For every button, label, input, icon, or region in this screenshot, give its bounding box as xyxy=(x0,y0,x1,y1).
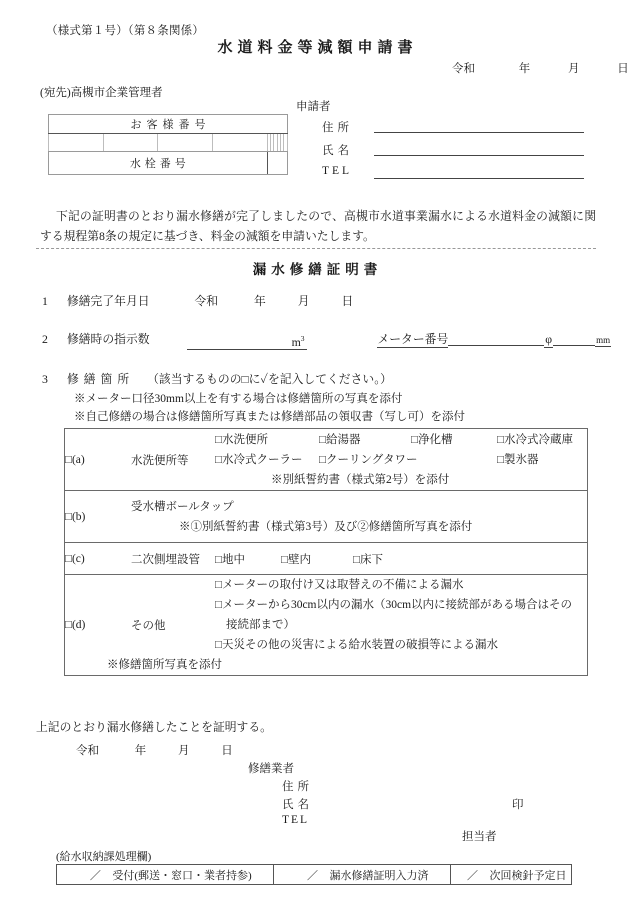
applicant-tel-input[interactable] xyxy=(374,178,584,179)
office-use-label: (給水収納課処理欄) xyxy=(56,851,152,863)
item2-number: 2 xyxy=(42,332,48,346)
item-meter-reading xyxy=(42,330,611,350)
item2-meter-input[interactable] xyxy=(448,330,544,346)
item3-instruction: （該当するものの□に✓を記入してください。） xyxy=(147,372,392,386)
tap-number-row xyxy=(49,152,288,175)
item-repair-location xyxy=(42,370,392,387)
addressee: (宛先)高槻市企業管理者 xyxy=(40,87,163,99)
item3-note-2: ※自己修繕の場合は修繕箇所写真または修繕部品の領収書（写し可）を添付 xyxy=(74,411,465,423)
body-paragraph-text: 下記の証明書のとおり漏水修繕が完了しましたので、高槻市水道事業漏水による水道料金の減額に関する規程第8条の規定に基づき、料金の減額を申請いたします。 xyxy=(40,209,596,243)
certification-date xyxy=(76,742,233,758)
item3-label: 修繕箇所 xyxy=(66,372,135,386)
option-ice-maker[interactable]: □製氷器 xyxy=(497,453,539,466)
cert-date-era: 令和 xyxy=(76,745,99,757)
repair-location-table xyxy=(64,428,588,676)
applicant-name-label: 氏名 xyxy=(322,145,353,157)
digit-cell-10[interactable] xyxy=(284,134,288,152)
row-d-options xyxy=(107,575,588,676)
office-entry-slash: ／ xyxy=(307,869,318,882)
item2-meter-label: メーター番号 xyxy=(377,332,449,346)
row-c-checkbox[interactable]: □(c) xyxy=(65,543,132,575)
option-in-wall[interactable]: □壁内 xyxy=(281,553,311,566)
item3-note-1: ※メーター口径30mm以上を有する場合は修繕箇所の写真を添付 xyxy=(74,393,403,405)
customer-number-header: お客様番号 xyxy=(49,115,288,134)
item2-reading-input[interactable] xyxy=(187,334,307,350)
office-entry-text: 漏水修繕証明入力済 xyxy=(329,869,429,882)
item1-label: 修繕完了年月日 xyxy=(66,294,150,308)
table-row-a xyxy=(65,429,588,491)
contractor-tel-label: TEL xyxy=(282,814,310,826)
date-era: 令和 xyxy=(452,63,475,75)
office-reception-slash: ／ xyxy=(89,869,101,882)
office-next-reading-slash: ／ xyxy=(467,869,478,882)
row-b-content xyxy=(131,491,588,543)
contractor-name-label: 氏名 xyxy=(282,799,313,811)
tap-number-label: 水栓番号 xyxy=(49,152,268,175)
item2-size-input[interactable] xyxy=(553,330,595,346)
certification-statement: 上記のとおり漏水修繕したことを証明する。 xyxy=(36,720,272,734)
date-day: 日 xyxy=(617,63,629,75)
digit-cell-2[interactable] xyxy=(103,134,158,152)
row-b-name: 受水槽ボールタップ xyxy=(131,500,234,513)
tap-number-input[interactable] xyxy=(267,152,287,175)
option-leak-within-30cm[interactable]: □メーターから30cm以内の漏水（30cm以内に接続部がある場合はその xyxy=(215,599,573,611)
option-cooling-tower[interactable]: □クーリングタワー xyxy=(319,453,418,466)
office-use-row xyxy=(57,865,572,885)
table-row-b xyxy=(65,491,588,543)
row-a-name: 水洗便所等 xyxy=(131,429,215,491)
phi-symbol: φ xyxy=(545,332,553,346)
applicant-tel-label: TEL xyxy=(322,165,353,177)
office-reception-text: 受付(郵送・窓口・業者持参) xyxy=(112,869,252,882)
customer-number-header-row xyxy=(49,115,288,134)
item3-number: 3 xyxy=(42,372,48,386)
applicant-address-label: 住所 xyxy=(322,122,353,134)
digit-cell-4[interactable] xyxy=(212,134,267,152)
section-divider xyxy=(36,248,596,249)
item1-era: 令和 xyxy=(194,294,219,308)
row-b-note: ※①別紙誓約書（様式第3号）及び②修繕箇所写真を添付 xyxy=(179,520,473,533)
contractor-title: 修繕業者 xyxy=(248,763,294,775)
item1-number: 1 xyxy=(42,294,48,308)
row-c-options xyxy=(215,543,588,575)
row-a-options xyxy=(215,429,588,491)
date-month: 月 xyxy=(568,63,580,75)
cert-date-day: 日 xyxy=(221,745,233,757)
option-septic-tank[interactable]: □浄化槽 xyxy=(411,433,453,446)
form-number: （様式第１号）（第８条関係） xyxy=(46,25,205,37)
section-title: 漏水修繕証明書 xyxy=(252,262,383,277)
office-reception-cell[interactable] xyxy=(57,865,274,885)
row-d-note: ※修繕箇所写真を添付 xyxy=(107,659,222,671)
digit-cell-3[interactable] xyxy=(158,134,213,152)
option-under-floor[interactable]: □床下 xyxy=(353,553,383,566)
option-leak-within-30cm-cont: 接続部まで） xyxy=(226,619,295,631)
row-d-name: その他 xyxy=(131,620,166,632)
row-c-name: 二次側埋設管 xyxy=(131,543,215,575)
item2-unit: m xyxy=(291,335,301,349)
digit-cell-1[interactable] xyxy=(49,134,104,152)
contractor-address-label: 住所 xyxy=(282,781,313,793)
applicant-tel-row xyxy=(296,165,353,188)
item2-label: 修繕時の指示数 xyxy=(66,332,150,346)
office-next-reading-cell[interactable] xyxy=(451,865,572,885)
customer-number-digit-row xyxy=(49,134,288,152)
date-year: 年 xyxy=(518,63,531,75)
option-toilet[interactable]: □水洗便所 xyxy=(215,433,268,446)
office-entry-cell[interactable] xyxy=(274,865,451,885)
item-repair-completion-date xyxy=(42,292,353,309)
item1-date xyxy=(195,294,354,308)
option-water-cooled-fridge[interactable]: □水冷式冷蔵庫 xyxy=(497,433,573,446)
applicant-name-input[interactable] xyxy=(374,155,584,156)
row-a-checkbox[interactable]: □(a) xyxy=(65,429,132,491)
item2-size-unit: mm xyxy=(596,335,611,345)
office-next-reading-text: 次回検針予定日 xyxy=(489,869,567,882)
person-in-charge-label: 担当者 xyxy=(462,831,497,843)
applicant-address-row xyxy=(296,119,353,142)
option-underground[interactable]: □地中 xyxy=(215,553,245,566)
row-b-checkbox[interactable]: □(b) xyxy=(65,491,132,543)
option-water-heater[interactable]: □給湯器 xyxy=(319,433,361,446)
item1-day: 日 xyxy=(341,294,354,308)
applicant-block xyxy=(296,98,353,188)
cert-date-month: 月 xyxy=(178,745,190,757)
table-row-d xyxy=(65,575,588,676)
office-use-table xyxy=(56,864,572,885)
applicant-title: 申請者 xyxy=(296,101,331,113)
row-a-option-line-2 xyxy=(215,450,587,470)
body-paragraph xyxy=(40,206,596,246)
row-d-checkbox[interactable]: □(d) xyxy=(65,619,86,631)
item1-month: 月 xyxy=(297,294,310,308)
row-a-note: ※別紙誓約書（様式第2号）を添付 xyxy=(271,473,450,486)
applicant-address-input[interactable] xyxy=(374,132,584,133)
application-date xyxy=(452,60,629,76)
option-disaster-damage[interactable]: □天災その他の災害による給水装置の破損等による漏水 xyxy=(215,639,498,651)
applicant-name-row xyxy=(296,142,353,165)
option-meter-install-defect[interactable]: □メーターの取付け又は取替えの不備による漏水 xyxy=(215,579,464,591)
item2-unit-exponent: 3 xyxy=(300,334,305,344)
table-row-c xyxy=(65,543,588,575)
page-title: 水道料金等減額申請書 xyxy=(217,40,418,56)
row-a-option-line-1 xyxy=(215,430,587,450)
seal-marker: 印 xyxy=(512,799,524,811)
item1-year: 年 xyxy=(254,294,266,308)
customer-number-table xyxy=(48,114,288,175)
cert-date-year: 年 xyxy=(134,745,147,757)
option-water-cooled-cooler[interactable]: □水冷式クーラー xyxy=(215,453,303,466)
